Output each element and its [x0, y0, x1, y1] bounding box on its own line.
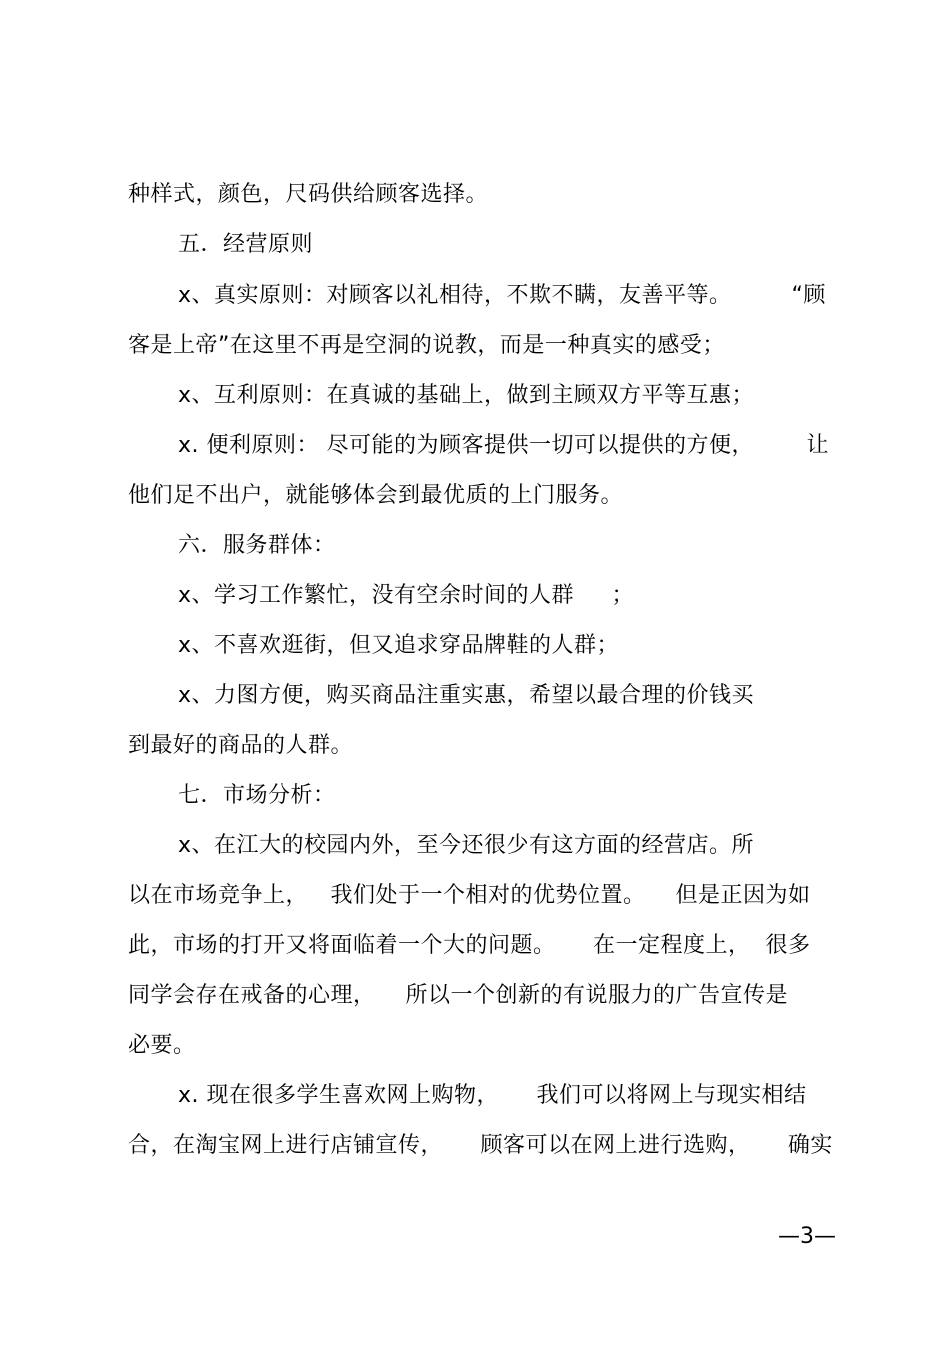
text-line: 此，市场的打开又将面临着一个大的问题。 在一定程度上， 很多 [128, 933, 811, 958]
text-line: 客是上帝”在这里不再是空洞的说教，而是一种真实的感受； [128, 333, 725, 358]
text-line: x、在江大的校园内外，至今还很少有这方面的经营店。所 [178, 833, 755, 858]
text-line: x、不喜欢逛街，但又追求穿品牌鞋的人群； [178, 633, 620, 658]
text-line: x、学习工作繁忙，没有空余时间的人群 ； [178, 583, 634, 608]
text-line: 种样式，颜色，尺码供给顾客选择。 [128, 182, 489, 207]
page-number: —3— [778, 1224, 836, 1249]
section-heading: 七．市场分析： [178, 783, 336, 808]
text-line: 必要。 [128, 1033, 196, 1058]
text-line: 合，在淘宝网上进行店铺宣传， 顾客可以在网上进行选购， 确实 [128, 1133, 833, 1158]
text-line: 他们足不出户，就能够体会到最优质的上门服务。 [128, 483, 624, 508]
text-line: 到最好的商品的人群。 [128, 733, 354, 758]
text-line: x. 便利原则： 尽可能的为顾客提供一切可以提供的方便， 让 [178, 433, 829, 458]
text-line: x、互利原则：在真诚的基础上，做到主顾双方平等互惠； [178, 383, 755, 408]
text-line: 以在市场竞争上， 我们处于一个相对的优势位置。 但是正因为如 [128, 883, 811, 908]
text-line: x. 现在很多学生喜欢网上购物， 我们可以将网上与现实相结 [178, 1083, 807, 1108]
text-line: x、真实原则：对顾客以礼相待，不欺不瞒，友善平等。 “顾 [178, 283, 826, 308]
text-line: 同学会存在戒备的心理， 所以一个创新的有说服力的广告宣传是 [128, 983, 788, 1008]
section-heading: 五．经营原则 [178, 232, 314, 257]
section-heading: 六．服务群体： [178, 533, 336, 558]
text-line: x、力图方便，购买商品注重实惠，希望以最合理的价钱买 [178, 683, 755, 708]
